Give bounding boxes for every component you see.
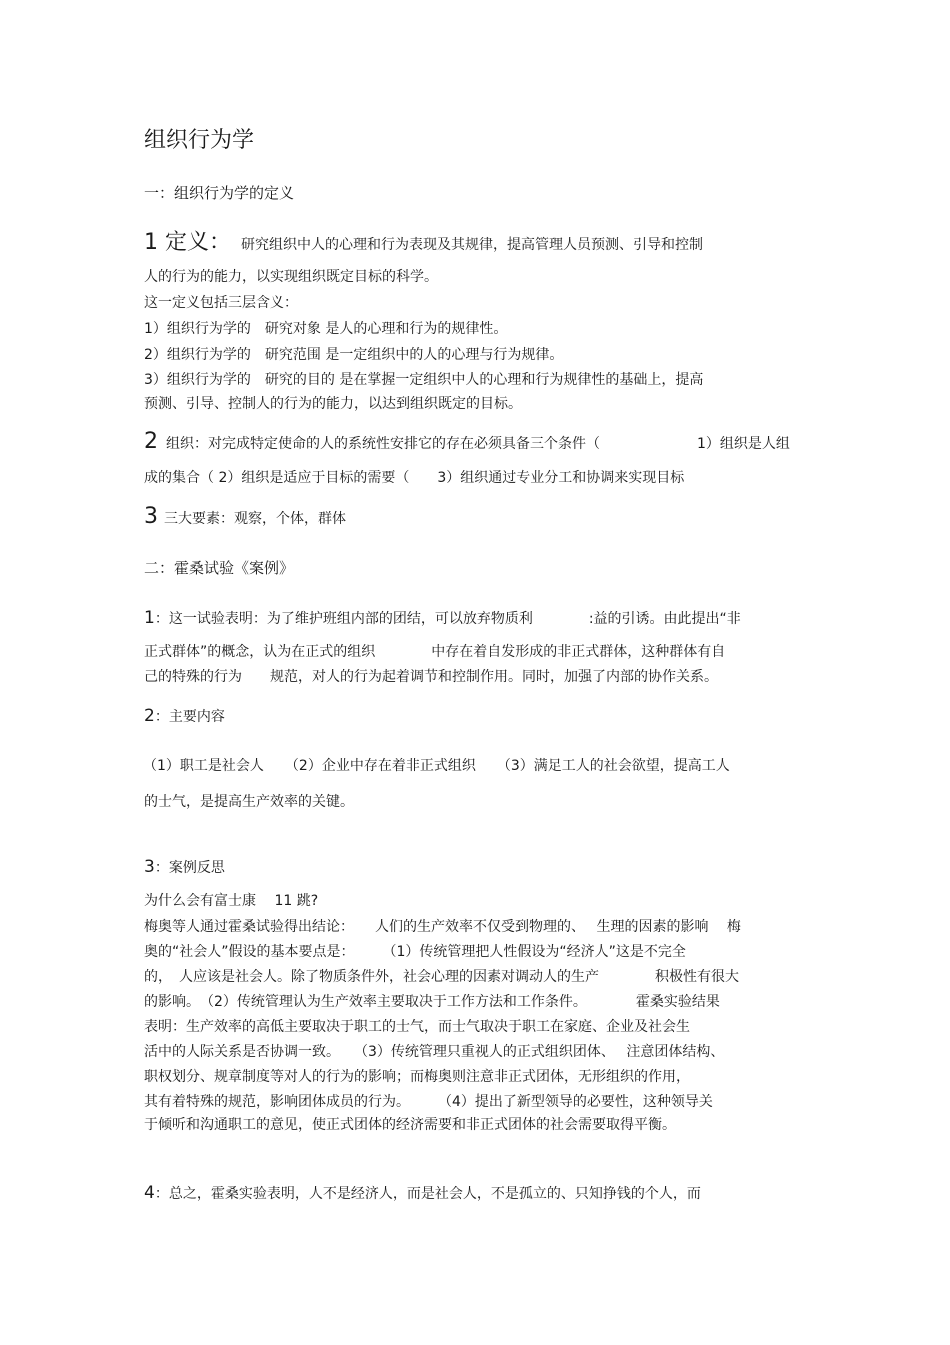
point-3-number: 3 <box>144 857 155 877</box>
point-1-text: ：这一试验表明：为了维护班组内部的团结，可以放弃物质利 :益的引诱。由此提出“非 <box>154 611 741 627</box>
hawthorne-point-4 <box>144 1181 701 1206</box>
point-3-heading: ：案例反思 <box>154 860 225 876</box>
reflection-line: 的， 人应该是社会人。除了物质条件外，社会心理的因素对调动人的生产 积极性有很大 <box>144 969 739 985</box>
elements-text: 三大要素：观察，个体，群体 <box>164 511 346 527</box>
elements-number: 3 <box>144 504 158 529</box>
layer-1: 1）组织行为学的 研究对象 是人的心理和行为的规律性。 <box>144 321 508 337</box>
section-1-heading: 一：组织行为学的定义 <box>144 184 295 202</box>
reflection-line: 梅奥等人通过霍桑试验得出结论： 人们的生产效率不仅受到物理的、 生理的因素的影响 梅 <box>144 919 741 935</box>
point-1-text-cont-1: 正式群体”的概念，认为在正式的组织 中存在着自发形成的非正式群体，这种群体有自 <box>144 644 726 660</box>
reflection-line: 表明：生产效率的高低主要取决于职工的士气，而士气取决于职工在家庭、企业及社会生 <box>144 1019 690 1035</box>
point-2-text-cont: 的士气，是提高生产效率的关键。 <box>144 794 354 810</box>
reflection-line: 的影响。 （2）传统管理认为生产效率主要取决于工作方法和工作条件。 霍桑实验结果 <box>144 994 720 1010</box>
organization-text: 组织：对完成特定使命的人的系统性安排它的存在必须具备三个条件（ <box>166 436 600 452</box>
point-4-number: 4 <box>144 1183 155 1203</box>
reflection-line: 职权划分、规章制度等对人的行为的影响；而梅奥则注意非正式团体，无形组织的作用， <box>144 1069 690 1085</box>
layer-3: 3）组织行为学的 研究的目的 是在掌握一定组织中人的心理和行为规律性的基础上，提高 <box>144 372 704 388</box>
reflection-line: 奥的“社会人”假设的基本要点是： （1）传统管理把人性假设为“经济人”这是不完全 <box>144 944 686 960</box>
hawthorne-point-3 <box>144 855 225 880</box>
point-4-text: ：总之，霍桑实验表明，人不是经济人，而是社会人，不是孤立的、只知挣钱的个人，而 <box>154 1186 701 1202</box>
page-title: 组织行为学 <box>144 128 255 153</box>
layer-3-cont: 预测、引导、控制人的行为的能力，以达到组织既定的目标。 <box>144 396 522 412</box>
section-2-heading: 二：霍桑试验《案例》 <box>144 559 295 577</box>
definition-text: 研究组织中人的心理和行为表现及其规律，提高管理人员预测、引导和控制 <box>241 237 703 253</box>
organization-line <box>144 430 600 456</box>
point-2-number: 2 <box>144 706 155 726</box>
organization-number: 2 <box>144 429 158 454</box>
point-2-heading: ：主要内容 <box>154 709 225 725</box>
reflection-line: 其有着特殊的规范，影响团体成员的行为。 （4）提出了新型领导的必要性，这种领导关 <box>144 1094 713 1110</box>
hawthorne-point-2 <box>144 704 225 729</box>
definition-text-cont: 人的行为的能力，以实现组织既定目标的科学。 <box>144 269 438 285</box>
hawthorne-point-1 <box>144 606 741 631</box>
layers-intro: 这一定义包括三层含义： <box>144 295 298 311</box>
organization-condition-1: 1）组织是人组 <box>697 436 790 452</box>
organization-text-cont: 成的集合（ 2）组织是适应于目标的需要（ 3）组织通过专业分工和协调来实现目标 <box>144 470 685 486</box>
reflection-line: 于倾听和沟通职工的意见，使正式团体的经济需要和非正式团体的社会需要取得平衡。 <box>144 1117 676 1133</box>
elements-line <box>144 505 346 531</box>
layer-2: 2）组织行为学的 研究范围 是一定组织中的人的心理与行为规律。 <box>144 347 564 363</box>
point-2-text: （1）职工是社会人 （2）企业中存在着非正式组织 （3）满足工人的社会欲望，提高工人 <box>143 758 730 774</box>
reflection-line: 活中的人际关系是否协调一致。 （3）传统管理只重视人的正式组织团体、 注意团体结构、 <box>144 1044 725 1060</box>
reflection-line: 为什么会有富士康 11 跳? <box>144 893 319 909</box>
point-1-text-cont-2: 己的特殊的行为 规范，对人的行为起着调节和控制作用。同时，加强了内部的协作关系。 <box>144 669 718 685</box>
definition-number: 1 定义： <box>144 230 231 255</box>
definition-line <box>144 230 703 258</box>
point-1-number: 1 <box>144 608 155 628</box>
